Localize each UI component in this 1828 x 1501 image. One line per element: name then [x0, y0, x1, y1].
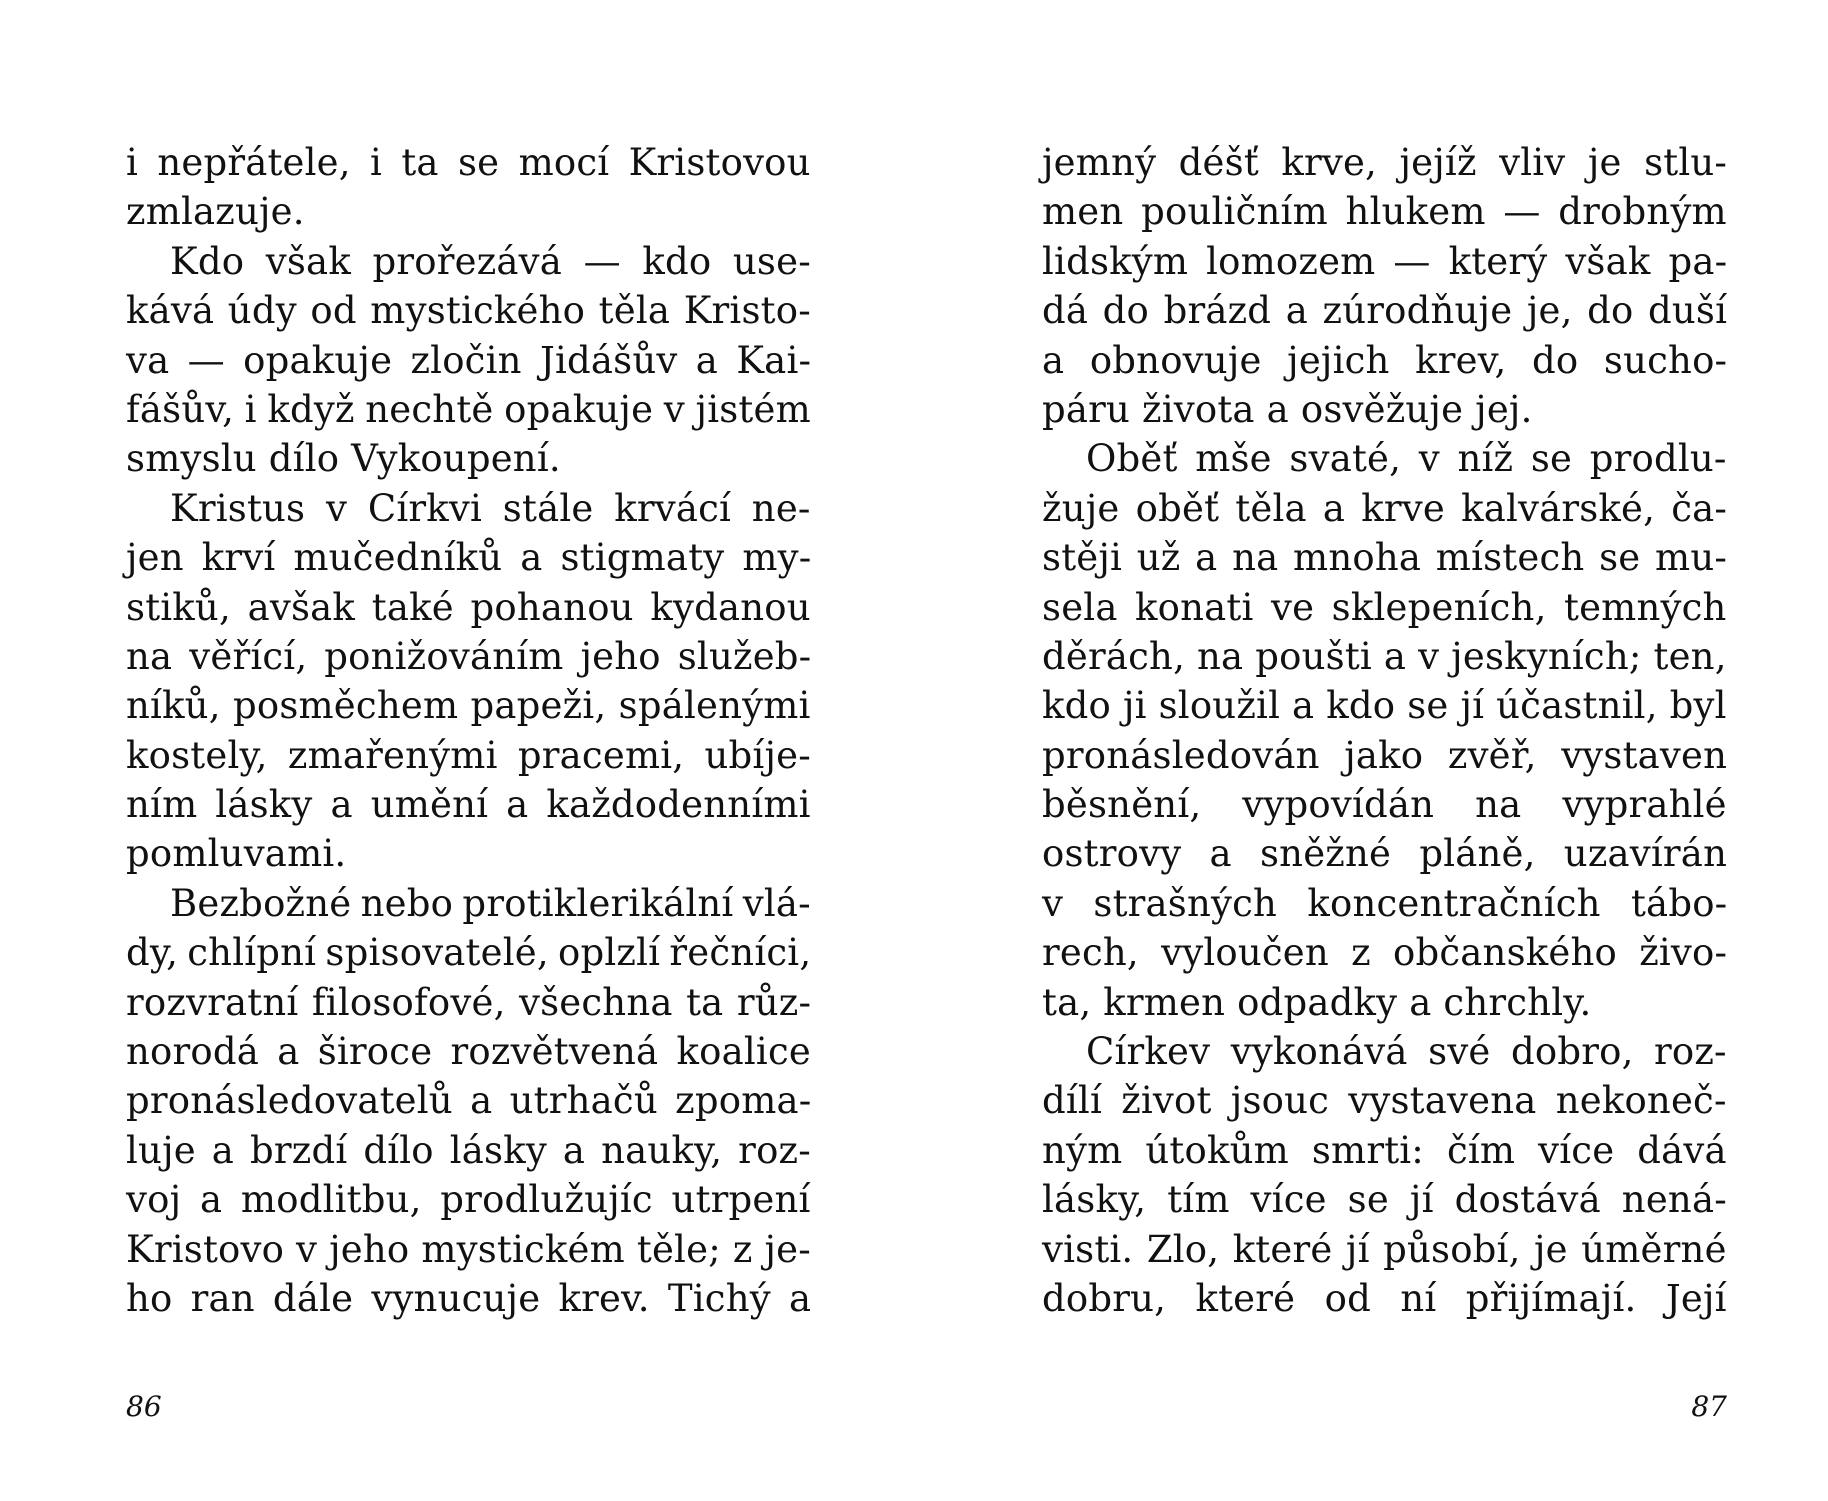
- text-line-content: dobru, které od ní přijímají. Její: [1042, 1276, 1727, 1320]
- text-line-content: a obnovuje jejich krev, do sucho-: [1042, 338, 1728, 382]
- text-line: [1042, 978, 1727, 1027]
- text-line: [1042, 879, 1727, 928]
- text-line-content: zmlazuje.: [126, 190, 305, 234]
- text-line-content: jemný déšť krve, jejíž vliv je stlu-: [1042, 141, 1728, 184]
- text-line: [1042, 336, 1727, 385]
- text-line-content: Kristus v Církvi stále krvácí ne-: [170, 486, 811, 530]
- text-line: [1042, 1225, 1727, 1274]
- text-line: [1042, 484, 1727, 533]
- text-line: [126, 1175, 811, 1224]
- page-number-left: 86: [126, 1390, 162, 1423]
- text-line-content: páru života a osvěžuje jej.: [1042, 387, 1533, 431]
- text-line-content: dá do brázd a zúrodňuje je, do duší: [1042, 289, 1728, 333]
- text-line: [1042, 829, 1727, 878]
- text-line-content: visti. Zlo, které jí působí, je úměrné: [1042, 1227, 1727, 1271]
- text-line-content: stiků, avšak také pohanou kydanou: [126, 585, 811, 629]
- text-line: [1042, 1027, 1727, 1076]
- text-line-content: dy, chlípní spisovatelé, oplzlí řečníci,: [126, 931, 812, 975]
- text-line: [1042, 1274, 1727, 1323]
- text-line-content: Kdo však prořezává — kdo use-: [170, 239, 811, 283]
- text-line: [1042, 237, 1727, 286]
- text-line: [126, 1225, 811, 1274]
- text-line-content: níků, posměchem papeži, spálenými: [126, 684, 811, 728]
- text-line-content: ostrovy a sněžné pláně, uzavírán: [1042, 832, 1728, 876]
- text-line: [1042, 681, 1727, 730]
- text-line: [1042, 1175, 1727, 1224]
- text-line-content: luje a brzdí dílo lásky a nauky, roz-: [126, 1128, 811, 1172]
- text-line: [126, 681, 811, 730]
- text-line: [1042, 1126, 1727, 1175]
- text-line-content: fášův, i když nechtě opakuje v jistém: [126, 387, 811, 431]
- text-line-content: kává údy od mystického těla Kristo-: [126, 289, 811, 333]
- text-line: [126, 336, 811, 385]
- text-line-content: Církev vykonává své dobro, roz-: [1086, 1030, 1727, 1074]
- text-line: [126, 829, 811, 878]
- text-line: [1042, 583, 1727, 632]
- text-line-content: v strašných koncentračních tábo-: [1042, 881, 1728, 925]
- text-line-content: ta, krmen odpadky a chrchly.: [1042, 980, 1592, 1024]
- text-line-content: jen krví mučedníků a stigmaty my-: [126, 536, 812, 580]
- text-line-content: pronásledován jako zvěř, vystaven: [1042, 733, 1728, 777]
- text-line: [126, 138, 811, 187]
- text-line-content: va — opakuje zločin Jidášův a Kai-: [126, 338, 812, 382]
- text-line: [126, 978, 811, 1027]
- text-line-content: stěji už a na mnoha místech se mu-: [1042, 536, 1728, 580]
- text-line-content: Oběť mše svaté, v níž se prodlu-: [1086, 437, 1727, 481]
- text-line: [1042, 138, 1727, 187]
- text-line-content: běsnění, vypovídán na vyprahlé: [1042, 783, 1727, 827]
- text-line: [126, 583, 811, 632]
- text-line-content: pomluvami.: [126, 832, 347, 876]
- text-line: [1042, 286, 1727, 335]
- right-page-text: [1042, 138, 1727, 1323]
- text-line: [1042, 1076, 1727, 1125]
- text-line: [126, 1126, 811, 1175]
- text-line: [1042, 434, 1727, 483]
- right-page: [914, 0, 1828, 1501]
- text-line-content: kostely, zmařenými pracemi, ubíje-: [126, 733, 811, 777]
- left-page-text: [126, 138, 811, 1323]
- text-line: [126, 632, 811, 681]
- text-line: [126, 434, 811, 483]
- text-line-content: i nepřátele, i ta se mocí Kristovou: [126, 141, 811, 184]
- text-line: [126, 1076, 811, 1125]
- text-line: [126, 780, 811, 829]
- text-line-content: kdo ji sloužil a kdo se jí účastnil, byl: [1042, 684, 1727, 728]
- text-line-content: děrách, na poušti a v jeskyních; ten,: [1042, 634, 1727, 678]
- text-line-content: dílí život jsouc vystavena nekoneč-: [1042, 1079, 1727, 1123]
- text-line: [1042, 731, 1727, 780]
- text-line: [1042, 780, 1727, 829]
- text-line: [126, 533, 811, 582]
- text-line-content: voj a modlitbu, prodlužujíc utrpení: [126, 1178, 811, 1222]
- text-line-content: norodá a široce rozvětvená koalice: [126, 1030, 811, 1074]
- text-line-content: rech, vyloučen z občanského živo-: [1042, 931, 1728, 975]
- text-line: [126, 731, 811, 780]
- text-line: [126, 286, 811, 335]
- text-line: [126, 237, 811, 286]
- text-line: [126, 1274, 811, 1323]
- text-line-content: ho ran dále vynucuje krev. Tichý a: [126, 1276, 812, 1320]
- text-line-content: žuje oběť těla a krve kalvárské, ča-: [1042, 486, 1728, 530]
- text-line-content: ním lásky a umění a každodenními: [126, 783, 811, 827]
- text-line: [1042, 187, 1727, 236]
- text-line-content: sela konati ve sklepeních, temných: [1042, 585, 1727, 629]
- text-line: [1042, 928, 1727, 977]
- text-line-content: lásky, tím více se jí dostává nená-: [1042, 1178, 1727, 1222]
- page-number-right: 87: [1691, 1390, 1727, 1423]
- text-line-content: na věřící, ponižováním jeho služeb-: [126, 634, 812, 678]
- text-line: [126, 928, 811, 977]
- text-line: [1042, 533, 1727, 582]
- text-line-content: pronásledovatelů a utrhačů zpoma-: [126, 1079, 812, 1123]
- text-line: [126, 879, 811, 928]
- text-line-content: Bezbožné nebo protiklerikální vlá-: [170, 881, 811, 925]
- text-line-content: Kristovo v jeho mystickém těle; z je-: [126, 1227, 811, 1271]
- text-line: [126, 1027, 811, 1076]
- text-line-content: smyslu dílo Vykoupení.: [126, 437, 561, 481]
- text-line-content: ným útokům smrti: čím více dává: [1042, 1128, 1727, 1172]
- text-line-content: men pouličním hlukem — drobným: [1042, 190, 1727, 234]
- text-line: [126, 187, 811, 236]
- text-line: [126, 484, 811, 533]
- text-line-content: lidským lomozem — který však pa-: [1042, 239, 1728, 283]
- text-line: [1042, 385, 1727, 434]
- text-line-content: rozvratní filosofové, všechna ta růz-: [126, 980, 812, 1024]
- text-line: [1042, 632, 1727, 681]
- text-line: [126, 385, 811, 434]
